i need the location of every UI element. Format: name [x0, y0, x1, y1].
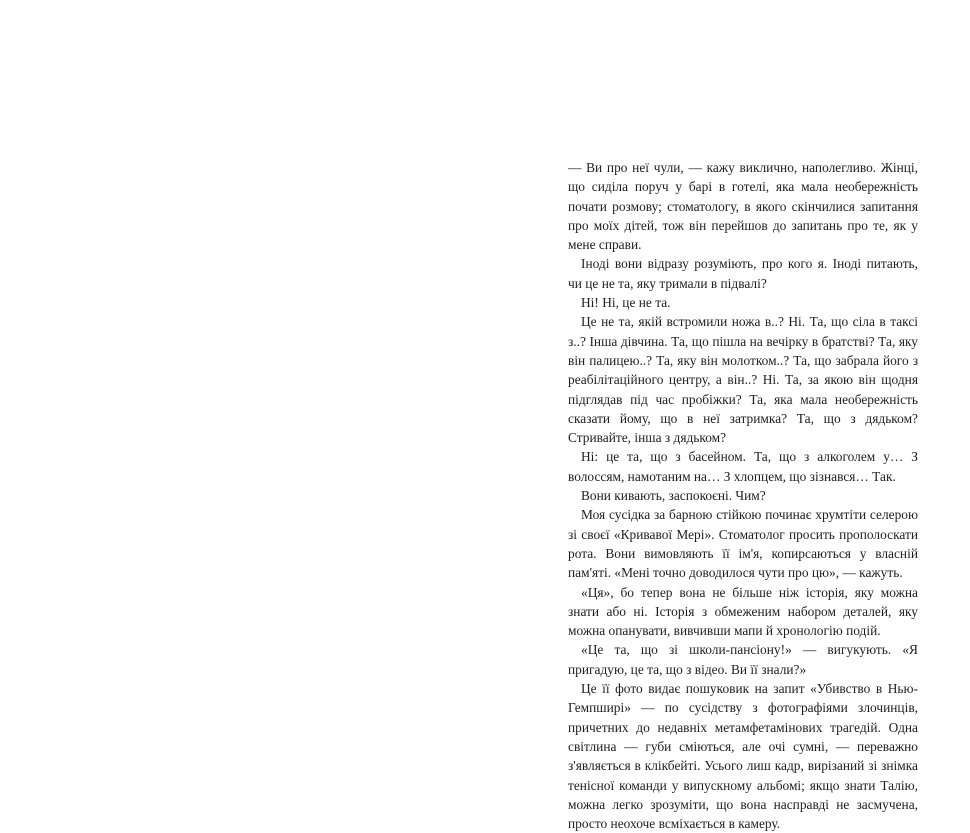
- paragraph: Це не та, якій встромили ножа в..? Ні. Та, що сіла в таксі з..? Інша дівчина. Та, що пішла на вечірку в братстві? Та, яку він палицею..? Та, яку він молотком..? Та, що забрала його з реабілітаційного центру, а він..? Ні. Та, за якою він щодня підглядав під час пробіжки? Та, яка мала необережність сказати йому, що в неї затримка? Та, що з дядьком? Стривайте, інша з дядьком?: [568, 314, 918, 446]
- paragraph: Ні! Ні, це не та.: [581, 295, 671, 311]
- paragraph: «Ця», бо тепер вона не більше ніж історія, яку можна знати або ні. Історія з обмеженим набором деталей, яку можна опанувати, вивчивши мапи й хронологію подій.: [568, 584, 918, 639]
- text-column: [568, 158, 918, 833]
- paragraph: Це її фото видає пошуковик на запит «Убивство в Нью-Гемпширі» — по сусідству з фотографіями злочинців, причетних до недавніх метамфетамінових трагедій. Одна світлина — губи сміються, але очі сумні, — переважно з'являється в клікбейті. Усього лиш кадр, вирізаний зі знімка тенісної команди у випускному альбомі; якщо знати Талію, можна легко зрозуміти, що вона насправді не засмучена, просто неохоче всміхається в камеру.: [568, 681, 918, 832]
- paragraph: Іноді вони відразу розуміють, про кого я. Іноді питають, чи це не та, яку тримали в підвалі?: [568, 256, 918, 291]
- paragraph: Вони кивають, заспокоєні. Чим?: [581, 488, 766, 504]
- paragraph: «Це та, що зі школи-пансіону!» — вигукують. «Я пригадую, це та, що з відео. Ви її знали?»: [568, 642, 918, 677]
- paragraph: — Ви про неї чули, — кажу виклично, наполегливо. Жінці, що сиділа поруч у барі в готелі, яка мала необережність почати розмову; стоматологу, в якого скінчилися запитання про моїх дітей, тож він перейшов до запитань про те, як у мене справи.: [568, 160, 918, 253]
- paragraph: Ні: це та, що з басейном. Та, що з алкоголем у… З волоссям, намотаним на… З хлопцем, що зізнався… Так.: [568, 449, 918, 484]
- paragraph: Моя сусідка за барною стійкою починає хрумтіти селерою зі своєї «Кривавої Мері». Стоматолог просить прополоскати рота. Вони вимовляють її ім'я, копирсаються у власній пам'яті. «Мені точно доводилося чути про цю», — кажуть.: [568, 507, 918, 581]
